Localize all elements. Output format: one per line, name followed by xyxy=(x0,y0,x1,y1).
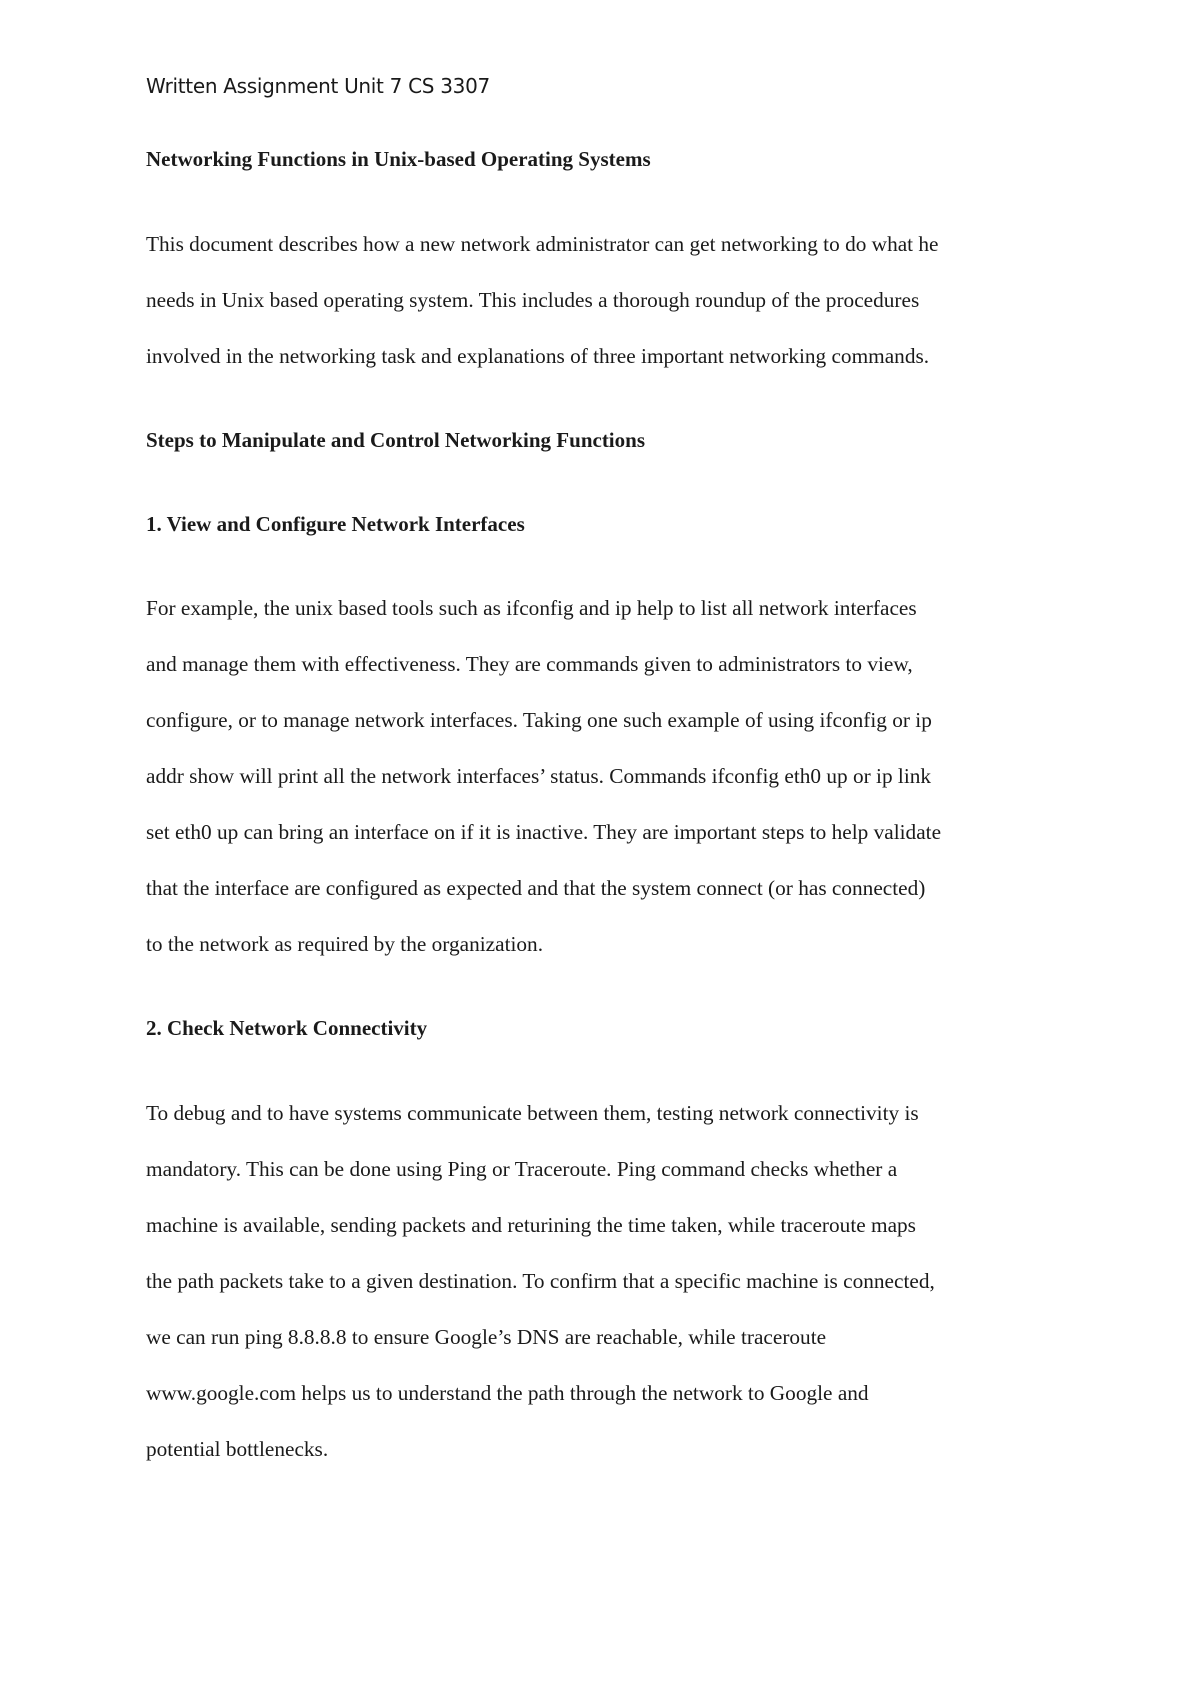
section2-line: To debug and to have systems communicate between them, testing network connectivity is xyxy=(146,1101,919,1125)
section2-line: we can run ping 8.8.8.8 to ensure Google’s DNS are reachable, while traceroute xyxy=(146,1325,827,1349)
intro-line: needs in Unix based operating system. This includes a thorough roundup of the procedures xyxy=(146,288,920,312)
section1-heading: 1. View and Configure Network Interfaces xyxy=(146,512,525,536)
steps-heading: Steps to Manipulate and Control Networking Functions xyxy=(146,428,645,452)
section2-line: the path packets take to a given destination. To confirm that a specific machine is connected, xyxy=(146,1269,935,1293)
intro-line: involved in the networking task and explanations of three important networking commands. xyxy=(146,344,930,368)
section2-paragraph xyxy=(146,1085,1076,1477)
section1-line: addr show will print all the network interfaces’ status. Commands ifconfig eth0 up or ip link xyxy=(146,764,932,788)
section2-heading: 2. Check Network Connectivity xyxy=(146,1016,428,1040)
section1-line: set eth0 up can bring an interface on if it is inactive. They are important steps to help validate xyxy=(146,820,942,844)
section2-line: mandatory. This can be done using Ping or Traceroute. Ping command checks whether a xyxy=(146,1157,898,1181)
section1-line: and manage them with effectiveness. They are commands given to administrators to view, xyxy=(146,652,913,676)
section1-paragraph xyxy=(146,580,1076,972)
intro-line: This document describes how a new network administrator can get networking to do what he xyxy=(146,232,939,256)
section2-line: potential bottlenecks. xyxy=(146,1437,329,1461)
document-title: Networking Functions in Unix-based Operating Systems xyxy=(146,147,651,171)
section1-line: to the network as required by the organization. xyxy=(146,932,544,956)
section2-line: www.google.com helps us to understand the path through the network to Google and xyxy=(146,1381,869,1405)
intro-paragraph xyxy=(146,216,1076,384)
section1-line: configure, or to manage network interfaces. Taking one such example of using ifconfig or ip xyxy=(146,708,932,732)
section1-line: For example, the unix based tools such as ifconfig and ip help to list all network interfaces xyxy=(146,596,917,620)
section2-line: machine is available, sending packets and returining the time taken, while traceroute maps xyxy=(146,1213,916,1237)
assignment-header: Written Assignment Unit 7 CS 3307 xyxy=(146,74,490,98)
section1-line: that the interface are configured as expected and that the system connect (or has connected) xyxy=(146,876,926,900)
